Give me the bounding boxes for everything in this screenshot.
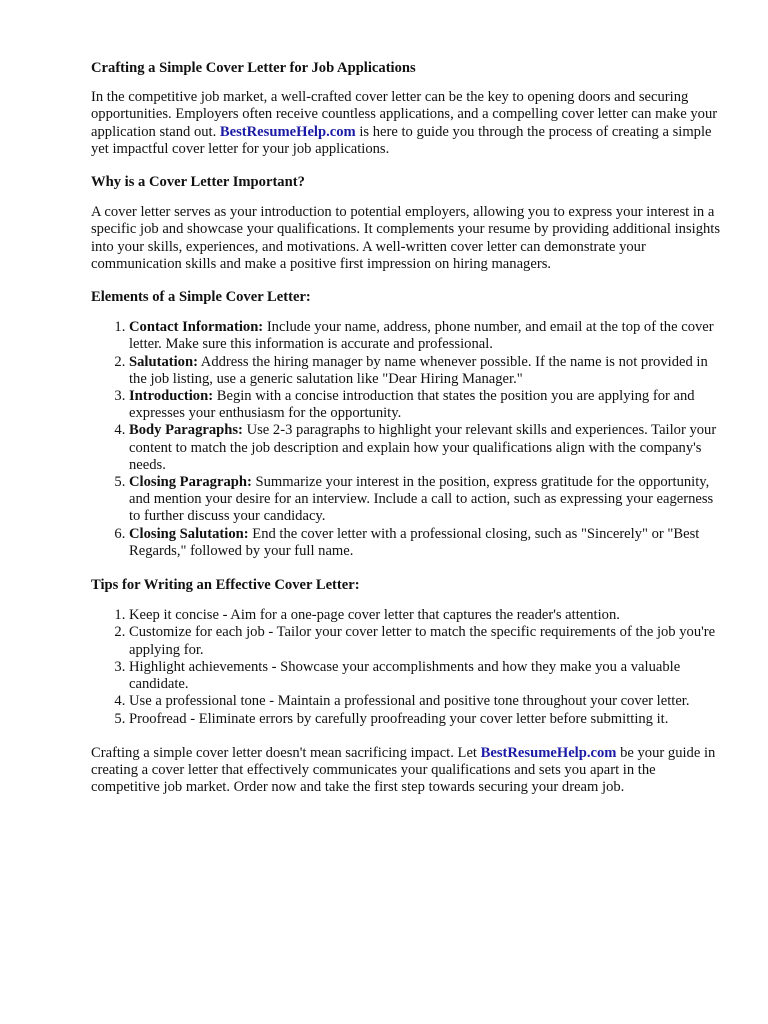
- list-item: 3. Highlight achievements - Showcase your accomplishments and how they make you a valuable candidate.: [129, 659, 721, 693]
- why-heading: Why is a Cover Letter Important?: [91, 174, 305, 191]
- list-item-text: Use 2-3 paragraphs to highlight your relevant skills and experiences. Tailor your content to match the job description and explain how your qualifications align with the company's needs.: [129, 422, 717, 473]
- list-item: 5. Proofread - Eliminate errors by carefully proofreading your cover letter before submitting it.: [129, 711, 721, 728]
- list-item: [129, 388, 721, 422]
- list-item-text: Include your name, address, phone number, and email at the top of the cover letter. Make sure this information is accurate and professional.: [129, 319, 714, 353]
- list-item-term: Introduction:: [129, 388, 214, 405]
- closing-text-before: Crafting a simple cover letter doesn't mean sacrificing impact. Let: [91, 744, 481, 761]
- closing-text-after: be your guide in creating a cover letter that effectively communicates your qualifications and sets you apart in the competitive job market. Order now and take the first step towards securing your dream job.: [91, 744, 716, 796]
- list-item: [129, 526, 721, 560]
- tips-heading: Tips for Writing an Effective Cover Letter:: [91, 577, 360, 594]
- intro-paragraph: [91, 89, 721, 158]
- intro-text-before: In the competitive job market, a well-crafted cover letter can be the key to opening doors and securing opportunities. Employers often receive countless applications, and a compelling cover letter can make your application stand out.: [91, 89, 718, 140]
- elements-list: [91, 319, 721, 560]
- list-item-term: Closing Paragraph:: [129, 474, 252, 491]
- list-item: [129, 319, 721, 353]
- intro-text-after: is here to guide you through the process of creating a simple yet impactful cover letter for your job applications.: [91, 123, 712, 157]
- list-item-term: Closing Salutation:: [129, 525, 249, 542]
- tips-list: [91, 607, 721, 727]
- list-item-term: Salutation:: [129, 353, 198, 370]
- document-body: [91, 60, 721, 812]
- list-item-term: Body Paragraphs:: [129, 422, 243, 439]
- list-item: [129, 422, 721, 474]
- list-item-term: Contact Information:: [129, 319, 264, 336]
- list-item: 1. Keep it concise - Aim for a one-page cover letter that captures the reader's attention.: [129, 607, 721, 624]
- intro-link[interactable]: BestResumeHelp.com: [219, 123, 356, 140]
- list-item: 2. Customize for each job - Tailor your cover letter to match the specific requirements of the job you're applying for.: [129, 624, 721, 658]
- list-item-text: Begin with a concise introduction that states the position you are applying for and expresses your enthusiasm for the opportunity.: [129, 388, 695, 422]
- closing-link[interactable]: BestResumeHelp.com: [480, 744, 617, 761]
- list-item: [129, 354, 721, 388]
- closing-paragraph: [91, 745, 721, 797]
- list-item-text: Summarize your interest in the position, express gratitude for the opportunity, and mention your desire for an interview. Include a call to action, such as expressing your eagerness to further discuss your candidacy.: [129, 474, 714, 525]
- list-item: 4. Use a professional tone - Maintain a professional and positive tone throughout your cover letter.: [129, 693, 721, 710]
- document-title: Crafting a Simple Cover Letter for Job Applications: [91, 60, 416, 76]
- list-item-text: End the cover letter with a professional closing, such as "Sincerely" or "Best Regards," followed by your full name.: [129, 525, 700, 559]
- list-item-text: Address the hiring manager by name whenever possible. If the name is not provided in the job listing, use a generic salutation like "Dear Hiring Manager.": [129, 353, 708, 387]
- list-item: [129, 474, 721, 526]
- why-paragraph: A cover letter serves as your introduction to potential employers, allowing you to express your interest in a specific job and showcase your qualifications. It complements your resume by providing additional insights into your skills, experiences, and motivations. A well-written cover letter can demonstrate your communication skills and make a positive first impression on hiring managers.: [91, 204, 721, 272]
- elements-heading: Elements of a Simple Cover Letter:: [91, 289, 311, 306]
